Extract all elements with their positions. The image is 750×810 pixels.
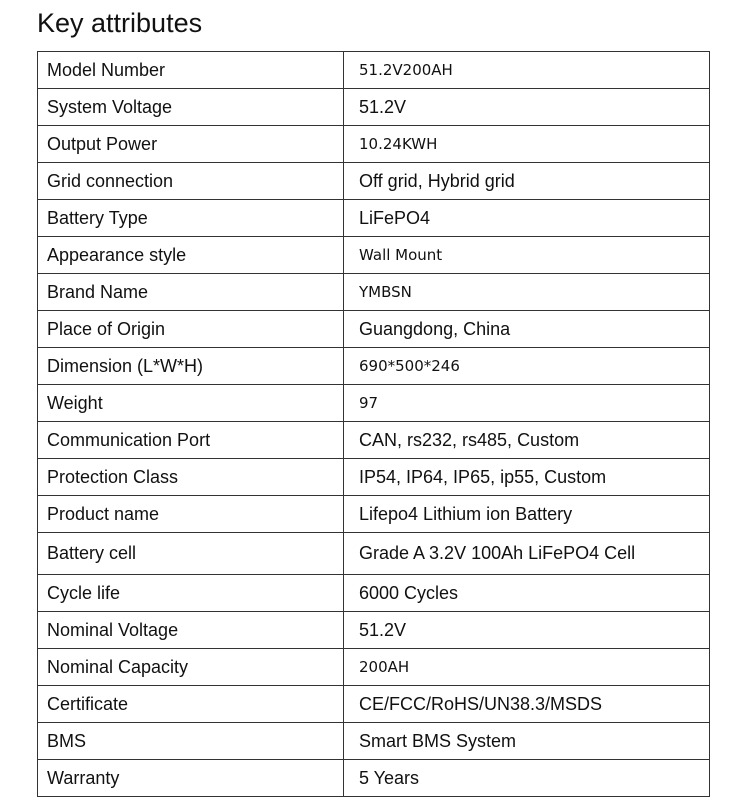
table-row: [38, 575, 710, 612]
attribute-value: 97: [344, 385, 710, 422]
attribute-value: 51.2V: [344, 612, 710, 649]
table-row: [38, 496, 710, 533]
attribute-name: Weight: [38, 385, 344, 422]
attribute-value: LiFePO4: [344, 200, 710, 237]
table-row: [38, 237, 710, 274]
page-title: Key attributes: [37, 8, 203, 38]
attribute-name: Brand Name: [38, 274, 344, 311]
table-row: [38, 723, 710, 760]
attribute-name: Grid connection: [38, 163, 344, 200]
attribute-name: BMS: [38, 723, 344, 760]
attribute-value: Guangdong, China: [344, 311, 710, 348]
table-row: [38, 163, 710, 200]
table-row: [38, 311, 710, 348]
table-row: [38, 52, 710, 89]
attribute-name: Warranty: [38, 760, 344, 797]
attribute-value: IP54, IP64, IP65, ip55, Custom: [344, 459, 710, 496]
table-row: [38, 686, 710, 723]
table-row: [38, 89, 710, 126]
attribute-value: 200AH: [344, 649, 710, 686]
attribute-name: Place of Origin: [38, 311, 344, 348]
attribute-name: Product name: [38, 496, 344, 533]
attribute-value: Lifepo4 Lithium ion Battery: [344, 496, 710, 533]
attribute-value: YMBSN: [344, 274, 710, 311]
attribute-value: CAN, rs232, rs485, Custom: [344, 422, 710, 459]
attribute-value: Off grid, Hybrid grid: [344, 163, 710, 200]
attribute-name: Dimension (L*W*H): [38, 348, 344, 385]
attribute-name: Cycle life: [38, 575, 344, 612]
attribute-name: System Voltage: [38, 89, 344, 126]
attribute-name: Battery Type: [38, 200, 344, 237]
key-attributes-table: [37, 51, 710, 797]
attribute-value: 51.2V: [344, 89, 710, 126]
table-row: [38, 126, 710, 163]
table-row: [38, 459, 710, 496]
attribute-value: 51.2V200AH: [344, 52, 710, 89]
attribute-name: Output Power: [38, 126, 344, 163]
attribute-name: Model Number: [38, 52, 344, 89]
table-row: [38, 422, 710, 459]
attribute-value: 5 Years: [344, 760, 710, 797]
attribute-value: 10.24KWH: [344, 126, 710, 163]
attribute-name: Certificate: [38, 686, 344, 723]
key-attributes-table-body: [38, 52, 710, 797]
table-row: [38, 348, 710, 385]
table-row: [38, 385, 710, 422]
attribute-value: 690*500*246: [344, 348, 710, 385]
table-row: [38, 533, 710, 575]
table-row: [38, 200, 710, 237]
attribute-value: CE/FCC/RoHS/UN38.3/MSDS: [344, 686, 710, 723]
attribute-name: Nominal Voltage: [38, 612, 344, 649]
attribute-name: Nominal Capacity: [38, 649, 344, 686]
table-row: [38, 612, 710, 649]
attribute-name: Protection Class: [38, 459, 344, 496]
attribute-value: Wall Mount: [344, 237, 710, 274]
table-row: [38, 760, 710, 797]
attribute-name: Communication Port: [38, 422, 344, 459]
attribute-value: 6000 Cycles: [344, 575, 710, 612]
attribute-name: Battery cell: [38, 533, 344, 575]
attribute-name: Appearance style: [38, 237, 344, 274]
table-row: [38, 649, 710, 686]
attribute-value: Grade A 3.2V 100Ah LiFePO4 Cell: [344, 533, 710, 575]
table-row: [38, 274, 710, 311]
attribute-value: Smart BMS System: [344, 723, 710, 760]
